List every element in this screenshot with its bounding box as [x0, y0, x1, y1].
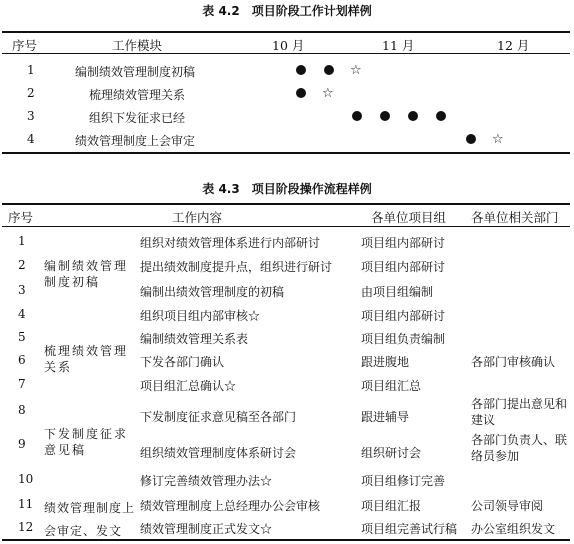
- table2-group-label: 绩效管理制度上会审定、发文: [44, 501, 136, 538]
- table2-row-team: 跟进辅导: [361, 410, 410, 424]
- table2-row-content: 项目组汇总确认☆: [140, 379, 237, 393]
- table2-header-no: 序号: [8, 210, 34, 225]
- table2-row-no: 10: [18, 472, 34, 486]
- table2-row-team: 由项目组编制: [361, 285, 434, 299]
- table2-row-no: 7: [18, 377, 26, 391]
- table1-row4-no: 4: [27, 132, 35, 146]
- table2-row-content: 绩效管理制度正式发文☆: [140, 522, 273, 536]
- table2-row-team: 项目组修订完善: [361, 474, 446, 488]
- table2-row-dept: 各部门提出意见和建议: [471, 397, 568, 427]
- table2-row-content: 组织绩效管理制度体系研讨会: [140, 446, 297, 460]
- filled-dot-marker: [408, 111, 418, 121]
- filled-dot-marker: [296, 65, 306, 75]
- table1-header-module: 工作模块: [112, 38, 163, 53]
- table2-group-label: 梳理绩效管理关系: [44, 344, 129, 374]
- table2-header-team: 各单位项目组: [371, 210, 447, 225]
- table2-row-team: 项目组内部研讨: [361, 236, 446, 250]
- table2-header-content: 工作内容: [172, 210, 223, 225]
- table2-row-content: 修订完善绩效管理办法☆: [140, 474, 273, 488]
- table2-row-no: 5: [18, 330, 26, 344]
- table1-row1-no: 1: [27, 63, 35, 77]
- filled-dot-marker: [352, 111, 362, 121]
- table1-bottom-rule: [2, 152, 570, 154]
- table2-row-team: 项目组完善试行稿: [361, 522, 458, 536]
- hollow-star-marker: ☆: [322, 86, 334, 101]
- table1-row3-no: 3: [27, 109, 35, 123]
- table2-row-team: 组织研讨会: [361, 446, 422, 460]
- table2-header-rule: [2, 226, 570, 227]
- table1-row2-no: 2: [27, 86, 35, 100]
- table1-header-dec: 12 月: [497, 38, 530, 53]
- table2-header-dept: 各单位相关部门: [471, 210, 559, 225]
- table2-row-no: 12: [18, 520, 34, 534]
- table2-group-label: 下发制度征求意见稿: [44, 427, 129, 457]
- table2-row-content: 下发制度征求意见稿至各部门: [140, 410, 297, 424]
- table2-row-no: 6: [18, 353, 26, 367]
- table2-row-dept: 各部门审核确认: [471, 355, 556, 369]
- table2-row-no: 11: [18, 497, 34, 511]
- table2-top-rule: [2, 203, 570, 205]
- table2-row-content: 绩效管理制度上总经理办公会审核: [140, 499, 321, 513]
- table2-row-team: 项目组负责编制: [361, 332, 446, 346]
- table2-row-content: 编制出绩效管理制度的初稿: [140, 285, 285, 299]
- table2-row-content: 组织项目组内部审核☆: [140, 309, 261, 323]
- table2-row-team: 跟进腹地: [361, 355, 410, 369]
- table2-row-dept: 公司领导审阅: [471, 499, 544, 513]
- table2-row-team: 项目组内部研讨: [361, 309, 446, 323]
- table2-row-content: 组织对绩效管理体系进行内部研讨: [140, 236, 321, 250]
- table2-row-dept: 各部门负责人、联络员参加: [471, 433, 568, 463]
- table2-row-no: 4: [18, 307, 26, 321]
- table2-row-dept: 办公室组织发文: [471, 522, 556, 536]
- filled-dot-marker: [436, 111, 446, 121]
- table1-row2-module: 梳理绩效管理关系: [89, 88, 186, 102]
- table2-row-content: 下发各部门确认: [140, 355, 225, 369]
- table2-row-no: 1: [18, 234, 26, 248]
- hollow-star-marker: ☆: [492, 132, 504, 147]
- table2-row-no: 3: [18, 283, 26, 297]
- table2-row-content: 编制绩效管理关系表: [140, 332, 249, 346]
- table1-top-rule: [2, 31, 570, 33]
- table2-bottom-rule: [2, 539, 570, 541]
- hollow-star-marker: ☆: [350, 63, 362, 78]
- filled-dot-marker: [324, 65, 334, 75]
- table2-group-label: 编制绩效管理制度初稿: [44, 259, 129, 289]
- filled-dot-marker: [380, 111, 390, 121]
- table2-row-content: 提出绩效制度提升点，组织进行研讨: [140, 260, 333, 274]
- table1-title: 表 4.2 项目阶段工作计划样例: [202, 4, 372, 18]
- table1-header-nov: 11 月: [382, 38, 415, 53]
- filled-dot-marker: [296, 88, 306, 98]
- table2-row-no: 9: [18, 437, 26, 451]
- table2-row-no: 8: [18, 403, 26, 417]
- table1-row3-module: 组织下发征求已经: [89, 111, 186, 125]
- table2-row-team: 项目组内部研讨: [361, 260, 446, 274]
- table2-row-team: 项目组汇报: [361, 499, 422, 513]
- table1-header-oct: 10 月: [272, 38, 305, 53]
- table2-row-team: 项目组汇总: [361, 379, 422, 393]
- table1-row4-module: 绩效管理制度上会审定: [75, 134, 196, 148]
- filled-dot-marker: [466, 134, 476, 144]
- table1-header-no: 序号: [12, 38, 38, 53]
- table2-row-no: 2: [18, 258, 26, 272]
- table2-title: 表 4.3 项目阶段操作流程样例: [202, 182, 372, 196]
- table1-row1-module: 编制绩效管理制度初稿: [75, 65, 196, 79]
